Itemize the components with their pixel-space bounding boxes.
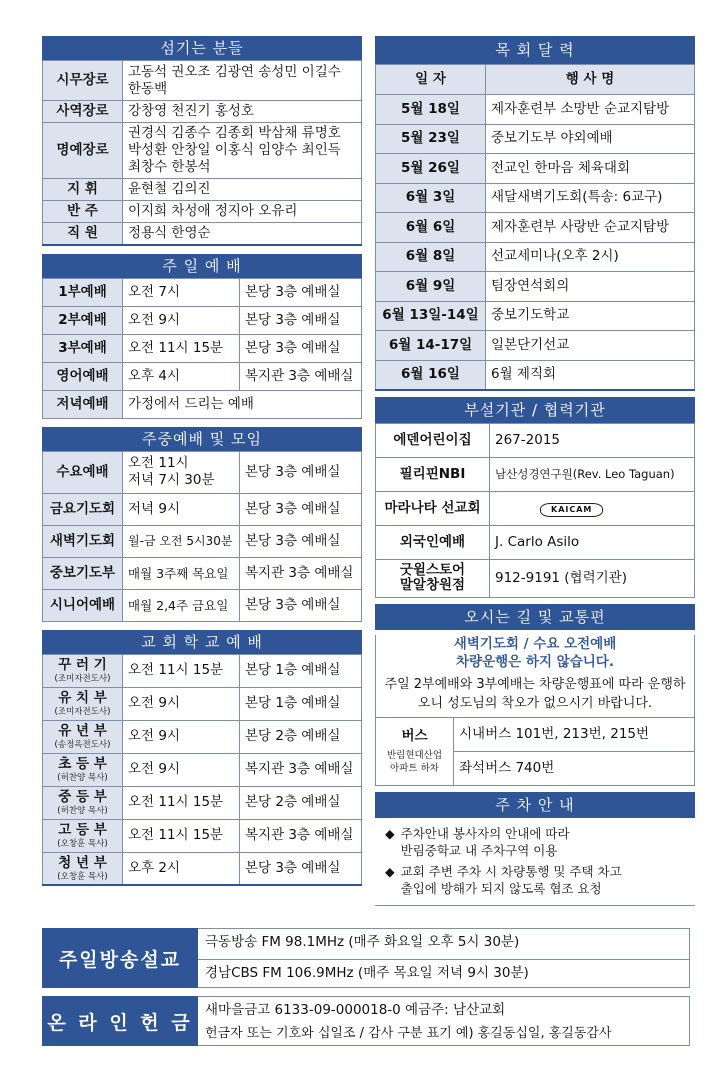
dept-name (43, 852, 123, 885)
affiliate-name: 에덴어린이집 (376, 423, 490, 457)
col-date-header: 일 자 (376, 65, 486, 95)
service-name: 영어예배 (43, 362, 123, 390)
event-date: 6월 14-17일 (376, 331, 486, 361)
broadcast-line-2: 경남CBS FM 106.9MHz (매주 목요일 저녁 9시 30분) (198, 959, 689, 989)
affiliate-name: 굿윌스토어 말알창원점 (376, 559, 490, 597)
dept-time: 오전 9시 (123, 720, 240, 753)
notice-line-1: 새벽기도회 / 수요 오전예배 (453, 635, 617, 652)
service-place: 본당 3층 예배실 (240, 278, 362, 306)
calendar-row (376, 360, 695, 390)
service-time: 오전 7시 (123, 278, 240, 306)
service-name: 수요예배 (43, 451, 123, 493)
dept-place: 본당 1층 예배실 (240, 654, 362, 687)
affiliate-info: 남산성경연구원(Rev. Leo Taguan) (490, 457, 695, 491)
service-time: 오전 9시 (123, 306, 240, 334)
affiliate-name: 마라나타 선교회 (376, 491, 490, 525)
parking-item (385, 863, 685, 897)
role-names: 강창영 천진기 홍성호 (123, 101, 362, 123)
service-place: 본당 3층 예배실 (240, 334, 362, 362)
serving-row (43, 61, 362, 101)
dept-time: 오전 9시 (123, 753, 240, 786)
sunday-header: 주 일 예 배 (42, 254, 362, 278)
directions-desc: 주일 2부예배와 3부예배는 차량운행표에 따라 운행하오니 성도님의 착오가 없으시기 바랍니다. (384, 676, 686, 711)
dept-label: 유 년 부 (58, 723, 107, 739)
dept-name (43, 753, 123, 786)
service-desc: 가정에서 드리는 예배 (123, 390, 362, 418)
affiliates-header: 부설기관 / 협력기관 (375, 397, 695, 423)
weekday-row (43, 557, 362, 589)
serving-row (43, 201, 362, 223)
bus-row (376, 717, 695, 751)
dept-label: 꾸 러 기 (58, 657, 107, 673)
service-name: 시니어예배 (43, 589, 123, 621)
dept-leader: (오창훈 목사) (57, 839, 108, 849)
weekday-row (43, 451, 362, 493)
event-date: 6월 9일 (376, 272, 486, 302)
event-date: 6월 8일 (376, 242, 486, 272)
dept-label: 유 치 부 (58, 690, 107, 706)
online-label: 온 라 인 헌 금 (42, 996, 198, 1046)
broadcast-label: 주일방송설교 (42, 928, 198, 988)
dept-leader: (허찬양 목사) (57, 773, 108, 783)
affiliate-row (376, 491, 695, 525)
sunday-row (43, 390, 362, 418)
event-name: 제자훈련부 사랑반 순교지탐방 (486, 213, 695, 243)
dept-leader: (송정옥전도사) (54, 740, 111, 750)
event-name: 중보기도학교 (486, 301, 695, 331)
calendar-header: 목 회 달 력 (375, 36, 695, 64)
directions-body (375, 635, 695, 717)
dept-name (43, 720, 123, 753)
dept-label: 청 년 부 (58, 854, 107, 871)
service-time: 매월 2,4주 금요일 (123, 589, 240, 621)
event-date: 6월 3일 (376, 183, 486, 213)
dept-place: 본당 2층 예배실 (240, 786, 362, 819)
calendar-row (376, 95, 695, 125)
dept-place: 복지관 3층 예배실 (240, 753, 362, 786)
event-name: 전교인 한마음 체육대회 (486, 154, 695, 184)
serving-header: 섬기는 분들 (42, 36, 362, 60)
affiliate-info: 267-2015 (490, 423, 695, 457)
event-name: 선교세미나(오후 2시) (486, 242, 695, 272)
online-offering-box (42, 996, 690, 1046)
affiliate-info: J. Carlo Asilo (490, 525, 695, 559)
event-date: 5월 23일 (376, 124, 486, 154)
left-column (42, 36, 362, 886)
service-time: 월-금 오전 5시30분 (123, 525, 240, 557)
affiliate-row (376, 457, 695, 491)
dept-time: 오전 11시 15분 (123, 819, 240, 852)
online-lines (198, 996, 690, 1046)
role-label: 반 주 (43, 201, 123, 223)
parking-text: 주차안내 봉사자의 안내에 따라 반림중학교 내 주차구역 이용 (400, 825, 570, 858)
affiliate-row (376, 559, 695, 597)
service-name: 저녁예배 (43, 390, 123, 418)
broadcast-box (42, 928, 690, 988)
role-names: 이지희 차성애 정지아 오유리 (123, 201, 362, 223)
serving-row (43, 123, 362, 179)
service-time: 저녁 9시 (123, 493, 240, 525)
sunday-row (43, 306, 362, 334)
role-names: 윤현철 김의진 (123, 179, 362, 201)
event-name: 중보기도부 야외예배 (486, 124, 695, 154)
affiliate-name: 필리핀NBI (376, 457, 490, 491)
affiliates-table (375, 423, 695, 598)
kaicam-logo: KAICAM (540, 503, 603, 517)
role-names: 권경식 김종수 김종회 박삼채 류명호 박성환 안창일 이홍식 임양수 최인득 최창수 한봉석 (123, 123, 362, 179)
event-date: 6월 16일 (376, 360, 486, 390)
calendar-row (376, 183, 695, 213)
bus-table (375, 717, 695, 786)
weekday-row (43, 589, 362, 621)
weekday-table (42, 451, 362, 622)
school-row (43, 687, 362, 720)
bus-label: 버스 (401, 727, 428, 744)
dept-name (43, 687, 123, 720)
broadcast-line-1: 극동방송 FM 98.1MHz (매주 화요일 오후 5시 30분) (205, 934, 520, 950)
service-name: 중보기도부 (43, 557, 123, 589)
dept-place: 본당 1층 예배실 (240, 687, 362, 720)
role-label: 사역장로 (43, 101, 123, 123)
dept-leader: (조미자전도사) (54, 707, 111, 717)
role-names: 고동석 권오조 김광연 송성민 이길수 한동백 (123, 61, 362, 101)
weekday-row (43, 493, 362, 525)
notice-line-2: 차량운행은 하지 않습니다. (456, 653, 614, 670)
event-date: 5월 26일 (376, 154, 486, 184)
service-place: 본당 3층 예배실 (240, 306, 362, 334)
affiliate-info (490, 491, 695, 525)
role-label: 직 원 (43, 223, 123, 245)
calendar-row (376, 154, 695, 184)
serving-row (43, 179, 362, 201)
role-names: 정용식 한영순 (123, 223, 362, 245)
dept-place: 복지관 3층 예배실 (240, 819, 362, 852)
dept-label: 초 등 부 (58, 756, 107, 772)
dept-name (43, 819, 123, 852)
sunday-row (43, 362, 362, 390)
bus-label-cell (376, 717, 454, 785)
serving-row (43, 101, 362, 123)
calendar-row (376, 272, 695, 302)
calendar-row (376, 213, 695, 243)
diamond-icon: ◆ (385, 863, 395, 879)
sunday-row (43, 278, 362, 306)
col-event-header: 행 사 명 (486, 65, 695, 95)
dept-time: 오전 11시 15분 (123, 786, 240, 819)
bus-line-2: 좌석버스 740번 (454, 751, 695, 785)
online-line-1: 새마을금고 6133-09-000018-0 예금주: 남산교회 (205, 1002, 506, 1018)
school-row (43, 786, 362, 819)
event-name: 새달새벽기도회(특송: 6교구) (486, 183, 695, 213)
role-label: 명예장로 (43, 123, 123, 179)
calendar-row (376, 301, 695, 331)
event-name: 팀장연석회의 (486, 272, 695, 302)
service-time: 오전 11시 15분 (123, 334, 240, 362)
event-name: 일본단기선교 (486, 331, 695, 361)
school-header: 교 회 학 교 예 배 (42, 630, 362, 654)
service-place: 본당 3층 예배실 (240, 451, 362, 493)
event-date: 6월 6일 (376, 213, 486, 243)
school-row (43, 654, 362, 687)
service-name: 2부예배 (43, 306, 123, 334)
service-name: 3부예배 (43, 334, 123, 362)
dept-leader: (오창훈 목사) (57, 871, 108, 882)
dept-name (43, 786, 123, 819)
right-column (375, 36, 695, 906)
serving-row (43, 223, 362, 245)
dept-place: 본당 2층 예배실 (240, 720, 362, 753)
role-label: 시무장로 (43, 61, 123, 101)
dept-time: 오후 2시 (123, 852, 240, 885)
online-line-2: 헌금자 또는 기호와 십일조 / 감사 구분 표기 예) 홍길동십일, 홍길동감사 (205, 1026, 612, 1041)
service-name: 금요기도회 (43, 493, 123, 525)
event-date: 6월 13일-14일 (376, 301, 486, 331)
parking-item (385, 825, 685, 859)
dept-name (43, 654, 123, 687)
directions-header: 오시는 길 및 교통편 (375, 604, 695, 630)
school-row (43, 720, 362, 753)
service-time: 오후 4시 (123, 362, 240, 390)
role-label: 지 휘 (43, 179, 123, 201)
school-row (43, 819, 362, 852)
dept-leader: (허찬양 목사) (57, 806, 108, 816)
affiliate-name: 외국인예배 (376, 525, 490, 559)
weekday-header: 주중예배 및 모임 (42, 427, 362, 451)
service-name: 1부예배 (43, 278, 123, 306)
affiliate-info: 912-9191 (협력기관) (490, 559, 695, 597)
service-name: 새벽기도회 (43, 525, 123, 557)
service-time: 매월 3주째 목요일 (123, 557, 240, 589)
service-place: 본당 3층 예배실 (240, 525, 362, 557)
parking-text: 교회 주변 주차 시 차량통행 및 주택 차고 출입에 방해가 되지 않도록 협조 요청 (400, 863, 622, 896)
school-row (43, 852, 362, 885)
dept-label: 고 등 부 (58, 822, 107, 838)
calendar-row (376, 331, 695, 361)
sunday-row (43, 334, 362, 362)
service-place: 본당 3층 예배실 (240, 493, 362, 525)
dept-time: 오전 9시 (123, 687, 240, 720)
event-name: 제자훈련부 소망반 순교지탐방 (486, 95, 695, 125)
calendar-row (376, 242, 695, 272)
affiliate-row (376, 423, 695, 457)
dept-leader: (조미자전도사) (54, 674, 111, 684)
broadcast-lines (198, 928, 690, 988)
calendar-row (376, 124, 695, 154)
event-name: 6월 제직회 (486, 360, 695, 390)
event-date: 5월 18일 (376, 95, 486, 125)
diamond-icon: ◆ (385, 825, 395, 841)
dept-label: 중 등 부 (58, 789, 107, 805)
school-row (43, 753, 362, 786)
service-time: 오전 11시 저녁 7시 30분 (123, 451, 240, 493)
sunday-table (42, 278, 362, 419)
calendar-table (375, 64, 695, 391)
bus-stop: 반림현대산업 아파트 하차 (386, 749, 443, 774)
affiliate-row (376, 525, 695, 559)
weekday-row (43, 525, 362, 557)
parking-body (375, 818, 695, 906)
parking-header: 주 차 안 내 (375, 792, 695, 818)
service-place: 복지관 3층 예배실 (240, 557, 362, 589)
dept-place: 본당 3층 예배실 (240, 852, 362, 885)
serving-table (42, 60, 362, 246)
dept-time: 오전 11시 15분 (123, 654, 240, 687)
bus-line-1: 시내버스 101번, 213번, 215번 (454, 717, 695, 751)
service-place: 복지관 3층 예배실 (240, 362, 362, 390)
school-table (42, 654, 362, 887)
calendar-head-row (376, 65, 695, 95)
service-place: 본당 3층 예배실 (240, 589, 362, 621)
